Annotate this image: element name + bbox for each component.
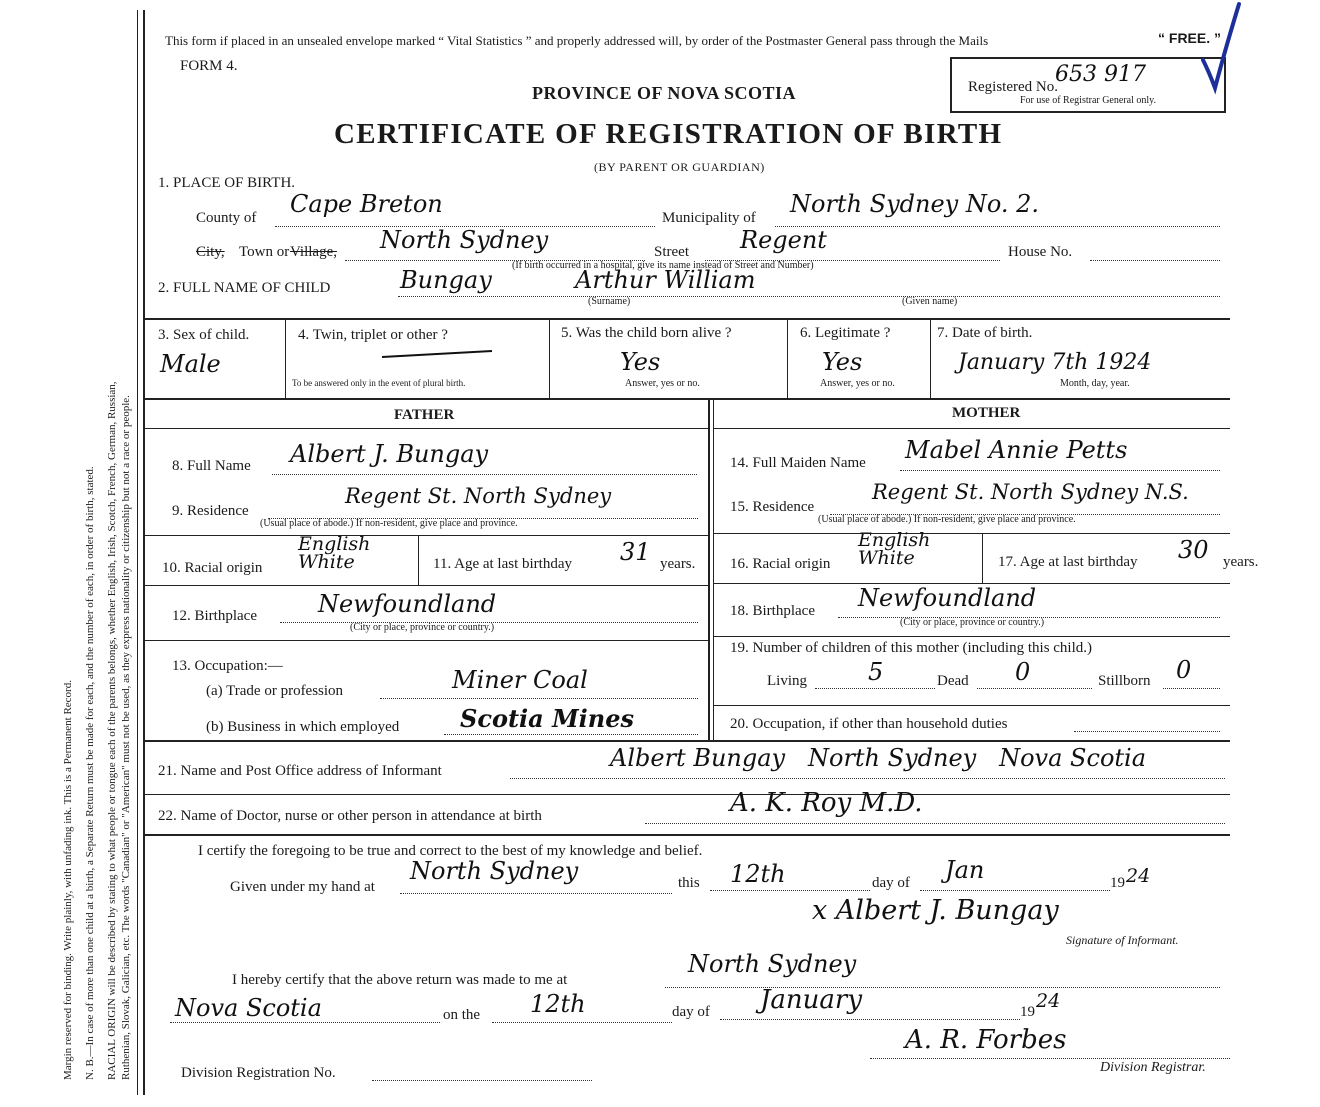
division-registration-label: Division Registration No. <box>181 1065 336 1081</box>
certify-text: I certify the foregoing to be true and correct to the best of my knowledge and belief. <box>198 843 703 859</box>
margin-note-2: N. B.—In case of more than one child at a birth, a Separate Return must be made for each, and the number of each, in order of birth, stated. <box>84 466 96 1080</box>
father-birthplace-value: Newfoundland <box>318 590 497 618</box>
registrar-note: For use of Registrar General only. <box>1020 95 1156 106</box>
registrar-text: I hereby certify that the above return was made to me at <box>232 972 568 988</box>
legitimate-value: Yes <box>822 348 863 376</box>
mother-racial-value: English White <box>858 529 931 569</box>
registrar-year-value: 24 <box>1036 990 1061 1012</box>
mother-birthplace-note: (City or place, province or country.) <box>900 617 1045 628</box>
child-given-name: Arthur William <box>575 266 756 294</box>
legitimate-label: 6. Legitimate ? <box>800 325 891 341</box>
certify-this-label: this <box>678 875 700 891</box>
father-racial-value: English White <box>298 533 371 573</box>
dead-value: 0 <box>1015 658 1031 686</box>
informant-signature-label: Signature of Informant. <box>1066 933 1179 947</box>
dob-note: Month, day, year. <box>1060 378 1130 389</box>
mother-name-label: 14. Full Maiden Name <box>730 455 866 471</box>
registrar-signature: A. R. Forbes <box>905 1025 1067 1055</box>
village-label: Village, <box>290 244 337 260</box>
informant-label: 21. Name and Post Office address of Informant <box>158 763 442 779</box>
municipality-value: North Sydney No. 2. <box>790 190 1040 218</box>
children-count-label: 19. Number of children of this mother (including this child.) <box>730 640 1093 656</box>
surname-label: (Surname) <box>588 296 631 307</box>
informant-value: Albert Bungay North Sydney Nova Scotia <box>610 744 1147 772</box>
registrar-month-value: January <box>760 985 863 1015</box>
given-name-label: (Given name) <box>902 296 958 307</box>
mail-notice: This form if placed in an unsealed envelope marked “ Vital Statistics ” and properly addressed will, by order of the Postmaster General pass through the Mails <box>165 33 989 48</box>
mother-age-value: 30 <box>1178 536 1209 564</box>
place-of-birth-heading: 1. PLACE OF BIRTH. <box>158 175 296 191</box>
registrar-on-label: on the <box>443 1007 481 1023</box>
certify-day-value: 12th <box>730 860 786 888</box>
registrar-year-prefix: 19 <box>1020 1004 1035 1020</box>
mother-age-years: years. <box>1223 554 1259 570</box>
twin-note: To be answered only in the event of plural birth. <box>292 378 466 388</box>
mother-occupation-label: 20. Occupation, if other than household duties <box>730 716 1008 732</box>
father-residence-value: Regent St. North Sydney <box>345 484 612 508</box>
dead-label: Dead <box>937 673 969 689</box>
father-name-value: Albert J. Bungay <box>290 440 489 468</box>
certify-month-value: Jan <box>945 856 985 884</box>
stillborn-value: 0 <box>1176 656 1192 684</box>
municipality-label: Municipality of <box>662 210 756 226</box>
business-label: (b) Business in which employed <box>206 719 400 735</box>
father-birthplace-note: (City or place, province or country.) <box>350 622 495 633</box>
child-name-heading: 2. FULL NAME OF CHILD <box>158 280 331 296</box>
legitimate-note: Answer, yes or no. <box>820 378 895 389</box>
father-age-label: 11. Age at last birthday <box>433 556 572 572</box>
registrar-day-of-label: day of <box>672 1004 710 1020</box>
trade-label: (a) Trade or profession <box>206 683 344 699</box>
dob-value: January 7th 1924 <box>958 350 1152 375</box>
father-name-label: 8. Full Name <box>172 458 251 474</box>
street-value: Regent <box>740 226 827 254</box>
mother-heading: MOTHER <box>952 405 1021 421</box>
trade-value: Miner Coal <box>452 666 588 694</box>
town-value: North Sydney <box>380 226 549 254</box>
city-label: City, <box>196 244 225 260</box>
child-surname: Bungay <box>400 266 492 294</box>
father-residence-note: (Usual place of abode.) If non-resident, give place and province. <box>260 518 518 529</box>
mother-residence-value: Regent St. North Sydney N.S. <box>872 480 1189 504</box>
certify-place-value: North Sydney <box>410 857 579 885</box>
house-no-label: House No. <box>1008 244 1073 260</box>
registered-label: Registered No. <box>968 79 1058 95</box>
check-mark-icon <box>1195 0 1245 95</box>
father-age-value: 31 <box>620 538 651 566</box>
registrar-place2-value: Nova Scotia <box>175 994 322 1022</box>
sex-label: 3. Sex of child. <box>158 327 250 343</box>
stillborn-label: Stillborn <box>1098 673 1151 689</box>
mother-birthplace-label: 18. Birthplace <box>730 603 815 619</box>
certify-year-value: 24 <box>1126 865 1151 887</box>
living-value: 5 <box>868 658 884 686</box>
town-label: Town or <box>239 244 290 260</box>
doctor-value: A. K. Roy M.D. <box>730 788 923 818</box>
business-value: Scotia Mines <box>460 704 634 733</box>
father-racial-label: 10. Racial origin <box>162 560 263 576</box>
sex-value: Male <box>160 350 221 378</box>
division-registrar-label: Division Registrar. <box>1100 1060 1206 1075</box>
margin-note-4: Ruthenian, Slovak, Galician, etc. The words "Canadian" or "American" must not be used, as they express nationality or citizenship but not a race or people. <box>120 395 132 1080</box>
father-heading: FATHER <box>394 407 455 423</box>
living-label: Living <box>767 673 807 689</box>
father-birthplace-label: 12. Birthplace <box>172 608 257 624</box>
twin-dash <box>380 345 500 365</box>
page-title: CERTIFICATE OF REGISTRATION OF BIRTH <box>334 118 1003 150</box>
alive-label: 5. Was the child born alive ? <box>561 325 732 341</box>
subtitle: (BY PARENT OR GUARDIAN) <box>594 160 765 174</box>
free-label: “ FREE. ” <box>1158 30 1222 46</box>
dob-label: 7. Date of birth. <box>937 325 1033 341</box>
mother-name-value: Mabel Annie Petts <box>905 436 1128 464</box>
certify-day-of-label: day of <box>872 875 910 891</box>
father-age-years: years. <box>660 556 696 572</box>
county-value: Cape Breton <box>290 190 443 218</box>
mother-birthplace-value: Newfoundland <box>858 584 1037 612</box>
registrar-place-value: North Sydney <box>688 950 857 978</box>
margin-note-3: RACIAL ORIGIN will be described by stating to what people or tongue each of the parents belongs, whether English, Irish, Scotch, French, German, Russian, <box>106 381 118 1080</box>
mother-age-label: 17. Age at last birthday <box>998 554 1138 570</box>
doctor-label: 22. Name of Doctor, nurse or other person in attendance at birth <box>158 808 542 824</box>
alive-note: Answer, yes or no. <box>625 378 700 389</box>
mother-residence-label: 15. Residence <box>730 499 815 515</box>
given-under-label: Given under my hand at <box>230 879 375 895</box>
registrar-day-value: 12th <box>530 990 586 1018</box>
province-title: PROVINCE OF NOVA SCOTIA <box>532 83 797 103</box>
certify-year-prefix: 19 <box>1110 875 1125 891</box>
alive-value: Yes <box>620 348 661 376</box>
registered-value: 653 917 <box>1055 62 1146 87</box>
margin-note-1: Margin reserved for binding. Write plainly, with unfading ink. This is a Permanent Record. <box>62 680 74 1080</box>
hospital-note: (If birth occurred in a hospital, give its name instead of Street and Number) <box>512 260 814 271</box>
street-label: Street <box>654 244 689 260</box>
informant-signature: x Albert J. Bungay <box>812 895 1059 926</box>
form-number: FORM 4. <box>180 58 238 74</box>
twin-label: 4. Twin, triplet or other ? <box>298 327 448 343</box>
county-label: County of <box>196 210 257 226</box>
mother-racial-label: 16. Racial origin <box>730 556 831 572</box>
father-residence-label: 9. Residence <box>172 503 249 519</box>
father-occupation-label: 13. Occupation:— <box>172 658 283 674</box>
mother-residence-note: (Usual place of abode.) If non-resident, give place and province. <box>818 514 1076 525</box>
